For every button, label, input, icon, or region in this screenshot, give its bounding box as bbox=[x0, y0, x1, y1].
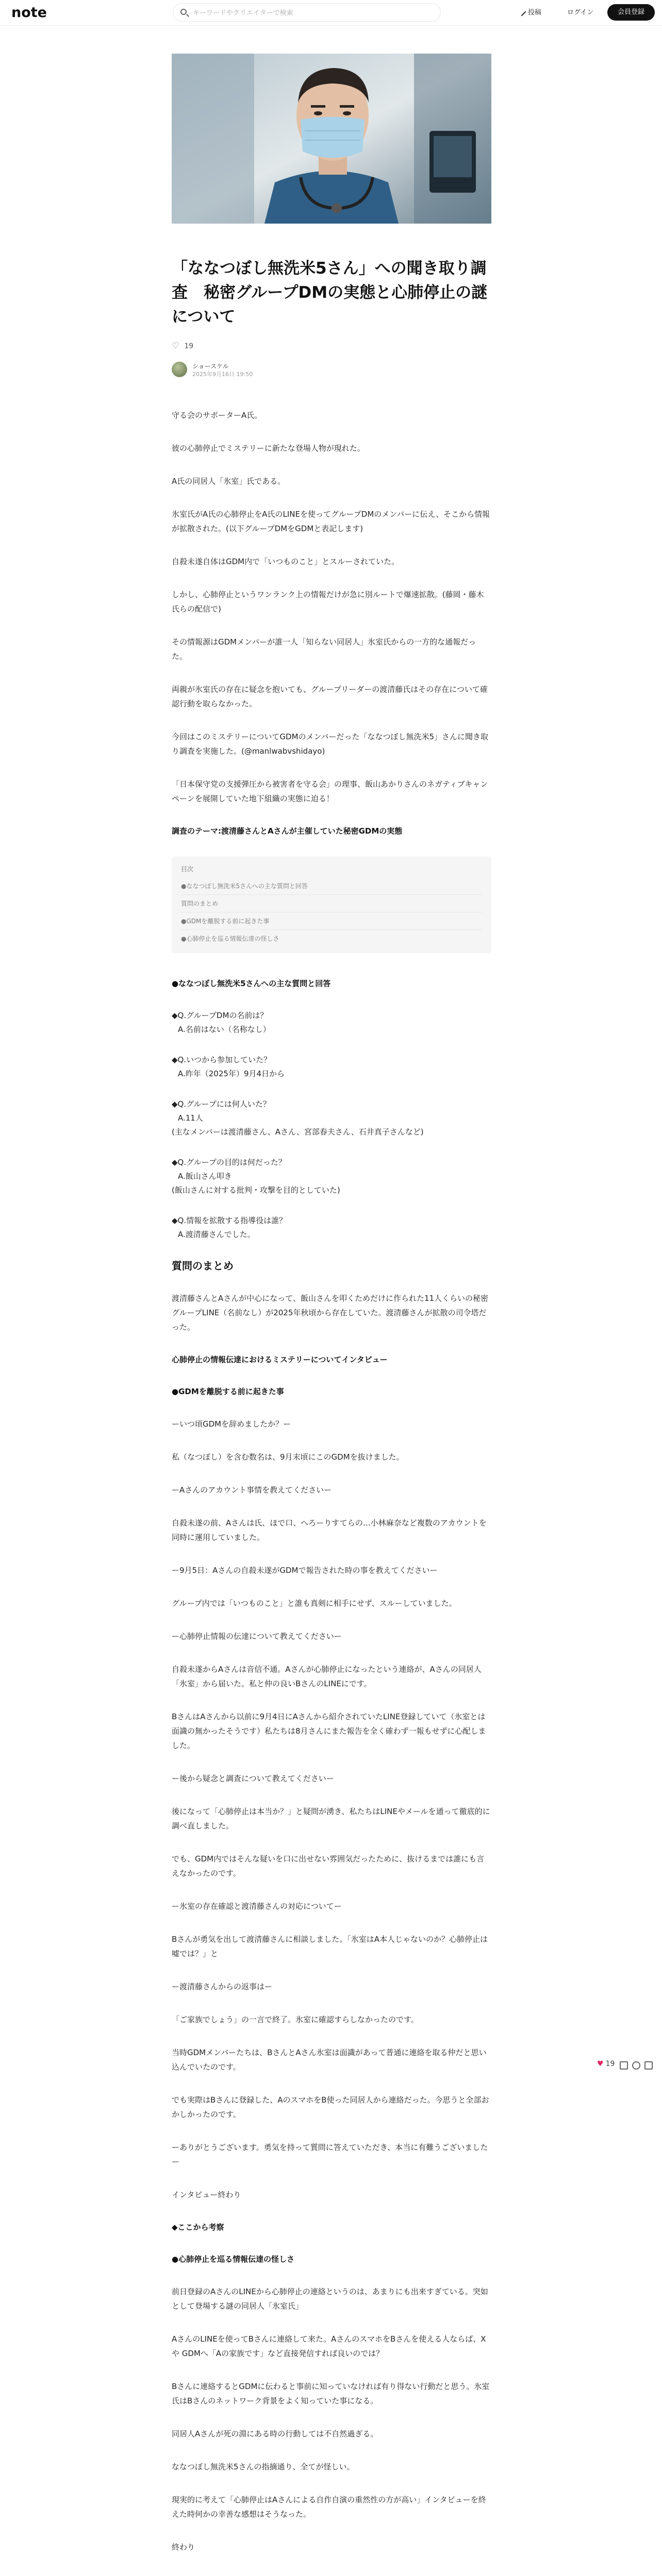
paragraph: A氏の同居人「氷室」氏である。 bbox=[172, 477, 286, 486]
paragraph: 「日本保守党の支援弾圧から被害者を守る会」の理事、飯山あかりさんのネガティブキャンペーンを展開していた地下組織の実態に迫る！ bbox=[172, 779, 488, 803]
section-heading-interview: 心肺停止の情報伝達におけるミステリーについてインタビュー bbox=[172, 1355, 388, 1364]
paragraph: ななつぼし無洗米5さんの指摘通り、全てが怪しい。 bbox=[172, 2462, 355, 2471]
paragraph: ーAさんのアカウント事情を教えてくださいー bbox=[172, 1485, 332, 1495]
author-date: 2025年9月16日 19:50 bbox=[192, 371, 253, 378]
article-body bbox=[172, 408, 491, 2573]
paragraph: 終わり bbox=[172, 2543, 195, 2552]
section-heading-theme: 調査のテーマ:渡清藤さんとAさんが主催していた秘密GDMの実態 bbox=[172, 826, 403, 836]
paragraph: ー心肺停止情報の伝達について教えてくださいー bbox=[172, 1632, 342, 1641]
paragraph: しかし、心肺停止というワンランク上の情報だけが急に別ルートで爆速拡散。(藤岡・藤木氏らの配信で) bbox=[172, 590, 484, 614]
signup-button[interactable]: 会員登録 bbox=[607, 4, 655, 21]
like-row[interactable] bbox=[172, 341, 193, 350]
post-button[interactable] bbox=[519, 7, 541, 16]
paragraph: 現実的に考えて「心肺停止はAさんによる自作自演の重然性の方が高い」インタビューを終えた時何かの幸善な感想はそうなった。 bbox=[172, 2495, 486, 2519]
paragraph: 今回はこのミステリーについてGDMのメンバーだった「ななつぼし無洗米5」さんに聞き取り調査を実施した。(@manlwabvshidayo) bbox=[172, 732, 489, 756]
pen-icon bbox=[518, 8, 526, 16]
paragraph: その情報源はGDMメンバーが誰一人「知らない同居人」氷室氏からの一方的な通報だった。 bbox=[172, 637, 476, 661]
answer: A.渡清藤さんでした。 bbox=[178, 1230, 255, 1239]
side-actions bbox=[597, 2060, 654, 2072]
answer: A.名前はない（名称なし） bbox=[178, 1025, 271, 1034]
avatar[interactable] bbox=[172, 362, 187, 377]
paragraph: ー9月5日：Aさんの自殺未遂がGDMで報告された時の事を教えてくださいー bbox=[172, 1566, 438, 1575]
paragraph: BさんはAさんから以前に9月4日にAさんから紹介されていたLINE登録していて（氷室とは面識の無かったそうです）私たちは8月さんにまた報告を全く確わず一報もせずに心配しました。 bbox=[172, 1712, 486, 1750]
paragraph: 自殺未遂自体はGDM内で「いつものこと」とスルーされていた。 bbox=[172, 557, 400, 566]
paragraph: ー後から疑念と調査について教えてくださいー bbox=[172, 1774, 334, 1783]
search-box[interactable] bbox=[173, 3, 441, 22]
section-heading-consider: ◆ここから考察 bbox=[172, 2223, 224, 2232]
section-heading-qa: ●ななつぼし無洗米5さんへの主な質問と回答 bbox=[172, 979, 331, 988]
share-icon[interactable] bbox=[632, 2061, 640, 2070]
hero-photo-illustration bbox=[172, 54, 491, 224]
paragraph: ーいつ頃GDMを辞めましたか？ー bbox=[172, 1419, 291, 1429]
paragraph: でも実際はBさんに登録した、AのスマホをB使った同居人から連絡だった。今思うと全部おかしかったのです。 bbox=[172, 2095, 489, 2119]
side-like-button[interactable] bbox=[597, 2060, 615, 2068]
toc-item[interactable]: ●心肺停止を巡る情報伝達の怪しさ bbox=[181, 935, 279, 942]
paragraph: ー渡清藤さんからの返事はー bbox=[172, 1982, 273, 1991]
paragraph: ー氷室の存在確認と渡清藤さんの対応についてー bbox=[172, 1902, 342, 1911]
paragraph: 両親が氷室氏の存在に疑念を抱いても、グループリーダーの渡清藤氏はその存在について確認行動を取らなかった。 bbox=[172, 685, 488, 708]
answer: A.昨年（2025年）9月4日から bbox=[178, 1069, 285, 1078]
section-heading-leave: ●GDMを離脱する前に起きた事 bbox=[172, 1387, 284, 1396]
question: ◆Q.グループには何人いた？ bbox=[172, 1099, 271, 1109]
toc-item[interactable]: 質問のまとめ bbox=[181, 895, 482, 912]
toc-heading: 目次 bbox=[181, 866, 194, 873]
side-like-count: 19 bbox=[605, 2060, 615, 2068]
qa-item bbox=[172, 1053, 491, 1081]
question: ◆Q.いつから参加していた？ bbox=[172, 1055, 272, 1064]
section-heading-doubt: ●心肺停止を巡る情報伝達の怪しさ bbox=[172, 2255, 295, 2264]
paragraph: 同居人Aさんが死の淵にある時の行動しては不自然過ぎる。 bbox=[172, 2429, 378, 2438]
paragraph: 守る会のサポーターA氏。 bbox=[172, 411, 262, 420]
paragraph: でも、GDM内ではそんな疑いを口に出せない雰囲気だったために、抜けるまでは誰にも言えなかったのです。 bbox=[172, 1854, 485, 1878]
search-input[interactable] bbox=[193, 8, 430, 18]
article-title: 「ななつぼし無洗米5さん」への聞き取り調査 秘密グループDMの実態と心肺停止の謎について bbox=[172, 259, 488, 326]
paragraph: AさんのLINEを使ってBさんに連絡して来た。AさんのスマホをBさんを使える人ならば、Xや GDMへ「Aの家族です」など直接発信すれば良いのでは？ bbox=[172, 2334, 486, 2358]
like-count: 19 bbox=[184, 342, 194, 350]
heart-icon[interactable]: ♡ bbox=[172, 341, 179, 350]
section-heading-summary: 質問のまとめ bbox=[172, 1260, 234, 1272]
qa-item bbox=[172, 1097, 491, 1139]
answer-note: (主なメンバーは渡清藤さん、Aさん、宮部春夫さん、石井真子さんなど) bbox=[172, 1127, 424, 1137]
qa-item bbox=[172, 1156, 491, 1197]
paragraph: 後になって「心肺停止は本当か？」と疑問が湧き、私たちはLINEやメールを通って徹底的に調べ直しました。 bbox=[172, 1807, 490, 1831]
paragraph: グループ内では「いつものこと」と誰も真剣に相手にせず、スルーしていました。 bbox=[172, 1599, 457, 1608]
paragraph: 「ご家族でしょう」の一言で終了。氷室に確認すらしなかったのです。 bbox=[172, 2015, 419, 2024]
paragraph: 渡清藤さんとAさんが中心になって、飯山さんを叩くためだけに作られた11人くらいの秘密グループLINE（名前なし）が2025年秋頃から存在していた。渡清藤さんが拡散の司令塔だった。 bbox=[172, 1294, 489, 1332]
answer: A.飯山さん叩き bbox=[178, 1172, 232, 1181]
paragraph: ーありがとうございます。勇気を持って質問に答えていただき、本当に有難うございましたー bbox=[172, 2143, 488, 2166]
author-name[interactable]: ショースケル bbox=[192, 363, 229, 370]
answer: A.11人 bbox=[178, 1113, 203, 1123]
paragraph: 自殺未遂からAさんは音信不通。Aさんが心肺停止になったという連絡が、Aさんの同居人「氷室」から届いた。私と仲の良いBさんのLINEにです。 bbox=[172, 1665, 482, 1688]
paragraph: 私（なつぼし）を含む数名は、9月末頃にこのGDMを抜けました。 bbox=[172, 1452, 404, 1462]
question: ◆Q.グループの目的は何だった？ bbox=[172, 1158, 286, 1167]
more-icon[interactable] bbox=[644, 2061, 653, 2070]
table-of-contents bbox=[172, 856, 491, 953]
paragraph: 自殺未遂の前、Aさんは氏、ほで口、へろーりすてらの…小林麻奈など複数のアカウントを同時に運用していました。 bbox=[172, 1518, 487, 1542]
qa-item bbox=[172, 1009, 491, 1037]
heart-icon: ♥ bbox=[597, 2060, 604, 2068]
answer-note: (飯山さんに対する批判・攻撃を目的としていた) bbox=[172, 1185, 340, 1195]
note-logo[interactable]: note bbox=[11, 5, 47, 21]
hero-image bbox=[172, 54, 491, 224]
paragraph: インタビュー終わり bbox=[172, 2190, 241, 2199]
question: ◆Q.グループDMの名前は？ bbox=[172, 1011, 268, 1020]
qa-item bbox=[172, 1214, 491, 1242]
paragraph: 前日登録のAさんのLINEから心肺停止の連絡というのは、あまりにも出来すぎている。突如として登場する謎の同居人「氷室氏」 bbox=[172, 2287, 488, 2311]
question: ◆Q.情報を拡散する指導役は誰？ bbox=[172, 1216, 287, 1225]
paragraph: 彼の心肺停止でミステリーに新たな登場人物が現れた。 bbox=[172, 444, 365, 453]
comment-icon[interactable] bbox=[620, 2061, 628, 2070]
login-link[interactable]: ログイン bbox=[567, 9, 594, 16]
toc-item[interactable]: ●ななつぼし無洗米5さんへの主な質問と回答 bbox=[181, 877, 482, 895]
site-header bbox=[0, 0, 662, 26]
paragraph: Bさんに連絡するとGDMに伝わると事前に知っていなければ有り得ない行動だと思う。氷室氏はBさんのネットワーク背景をよく知っていた事になる。 bbox=[172, 2382, 490, 2405]
search-icon bbox=[180, 9, 187, 15]
paragraph: 当時GDMメンバーたちは、BさんとAさん氷室は面識があって普通に連絡を取る仲だと思い込んでいたのです。 bbox=[172, 2048, 487, 2072]
paragraph: 氷室氏がA氏の心肺停止をA氏のLINEを使ってグループDMのメンバーに伝え、そこから情報が拡散された。(以下グループDMをGDMと表記します) bbox=[172, 510, 490, 533]
toc-item[interactable]: ●GDMを離脱する前に起きた事 bbox=[181, 912, 482, 930]
post-label: 投稿 bbox=[528, 9, 542, 16]
paragraph: Bさんが勇気を出して渡清藤さんに相談しました。「氷室はA本人じゃないのか？心肺停止は嘘では？」と bbox=[172, 1935, 488, 1958]
